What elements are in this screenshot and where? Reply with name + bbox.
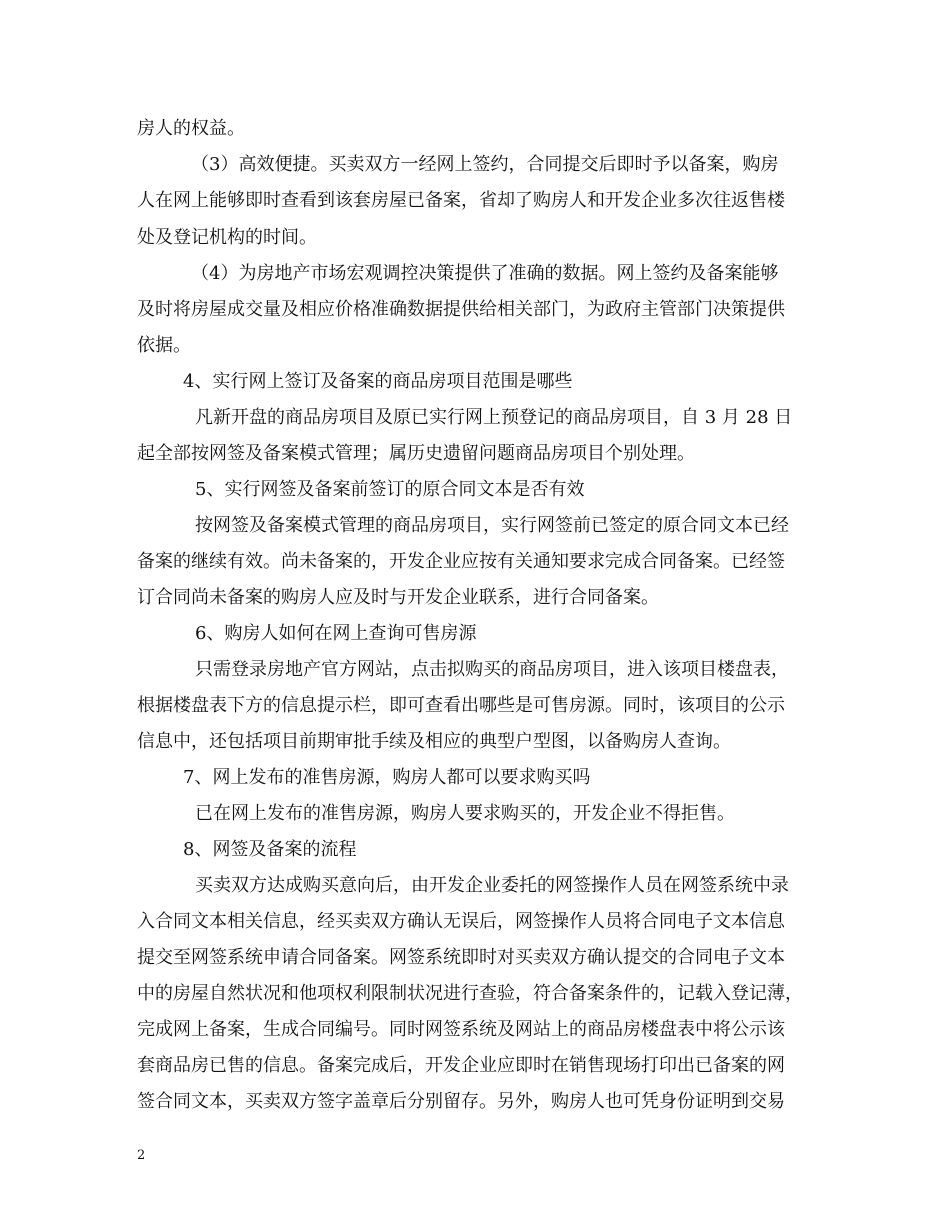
text-line: 根据楼盘表下方的信息提示栏，即可查看出哪些是可售房源。同时，该项目的公示 xyxy=(137,695,785,716)
text-line: 买卖双方达成购买意向后，由开发企业委托的网签操作人员在网签系统中录 xyxy=(195,875,789,896)
page-number: 2 xyxy=(137,1148,146,1163)
section-heading: 6、购房人如何在网上查询可售房源 xyxy=(195,623,477,644)
text-line: 房人的权益。 xyxy=(137,118,245,139)
text-line: 备案的继续有效。尚未备案的，开发企业应按有关通知要求完成合同备案。已经签 xyxy=(137,551,785,572)
text-line: 中的房屋自然状况和他项权利限制状况进行查验，符合备案条件的，记载入登记薄， xyxy=(137,983,803,1004)
text-line: 只需登录房地产官方网站，点击拟购买的商品房项目，进入该项目楼盘表， xyxy=(195,659,789,680)
text-line: 处及登记机构的时间。 xyxy=(137,227,317,248)
text-line: 及时将房屋成交量及相应价格准确数据提供给相关部门，为政府主管部门决策提供 xyxy=(137,299,785,320)
section-heading: 4、实行网上签订及备案的商品房项目范围是哪些 xyxy=(183,371,573,392)
text-line: 人在网上能够即时查看到该套房屋已备案，省却了购房人和开发企业多次往返售楼 xyxy=(137,190,785,211)
text-line: 签合同文本，买卖双方签字盖章后分别留存。另外，购房人也可凭身份证明到交易 xyxy=(137,1091,785,1112)
section-heading: 7、网上发布的准售房源，购房人都可以要求购买吗 xyxy=(183,767,591,788)
text-line: 按网签及备案模式管理的商品房项目，实行网签前已签定的原合同文本已经 xyxy=(195,515,789,536)
text-line: 起全部按网签及备案模式管理；属历史遗留问题商品房项目个别处理。 xyxy=(137,443,695,464)
section-heading: 8、网签及备案的流程 xyxy=(183,839,357,860)
section-heading: 5、实行网签及备案前签订的原合同文本是否有效 xyxy=(195,479,585,500)
text-line: （3）高效便捷。买卖双方一经网上签约，合同提交后即时予以备案，购房 xyxy=(191,154,779,175)
text-line: 依据。 xyxy=(137,335,191,356)
text-line: （4）为房地产市场宏观调控决策提供了准确的数据。网上签约及备案能够 xyxy=(191,263,779,284)
text-line: 凡新开盘的商品房项目及原已实行网上预登记的商品房项目，自 3 月 28 日 xyxy=(195,407,793,428)
text-line: 已在网上发布的准售房源，购房人要求购买的，开发企业不得拒售。 xyxy=(195,803,735,824)
text-line: 提交至网签系统申请合同备案。网签系统即时对买卖双方确认提交的合同电子文本 xyxy=(137,947,785,968)
text-line: 完成网上备案，生成合同编号。同时网签系统及网站上的商品房楼盘表中将公示该 xyxy=(137,1019,785,1040)
text-line: 订合同尚未备案的购房人应及时与开发企业联系，进行合同备案。 xyxy=(137,587,659,608)
text-line: 信息中，还包括项目前期审批手续及相应的典型户型图，以备购房人查询。 xyxy=(137,731,731,752)
text-line: 套商品房已售的信息。备案完成后，开发企业应即时在销售现场打印出已备案的网 xyxy=(137,1055,785,1076)
text-line: 入合同文本相关信息，经买卖双方确认无误后，网签操作人员将合同电子文本信息 xyxy=(137,911,785,932)
